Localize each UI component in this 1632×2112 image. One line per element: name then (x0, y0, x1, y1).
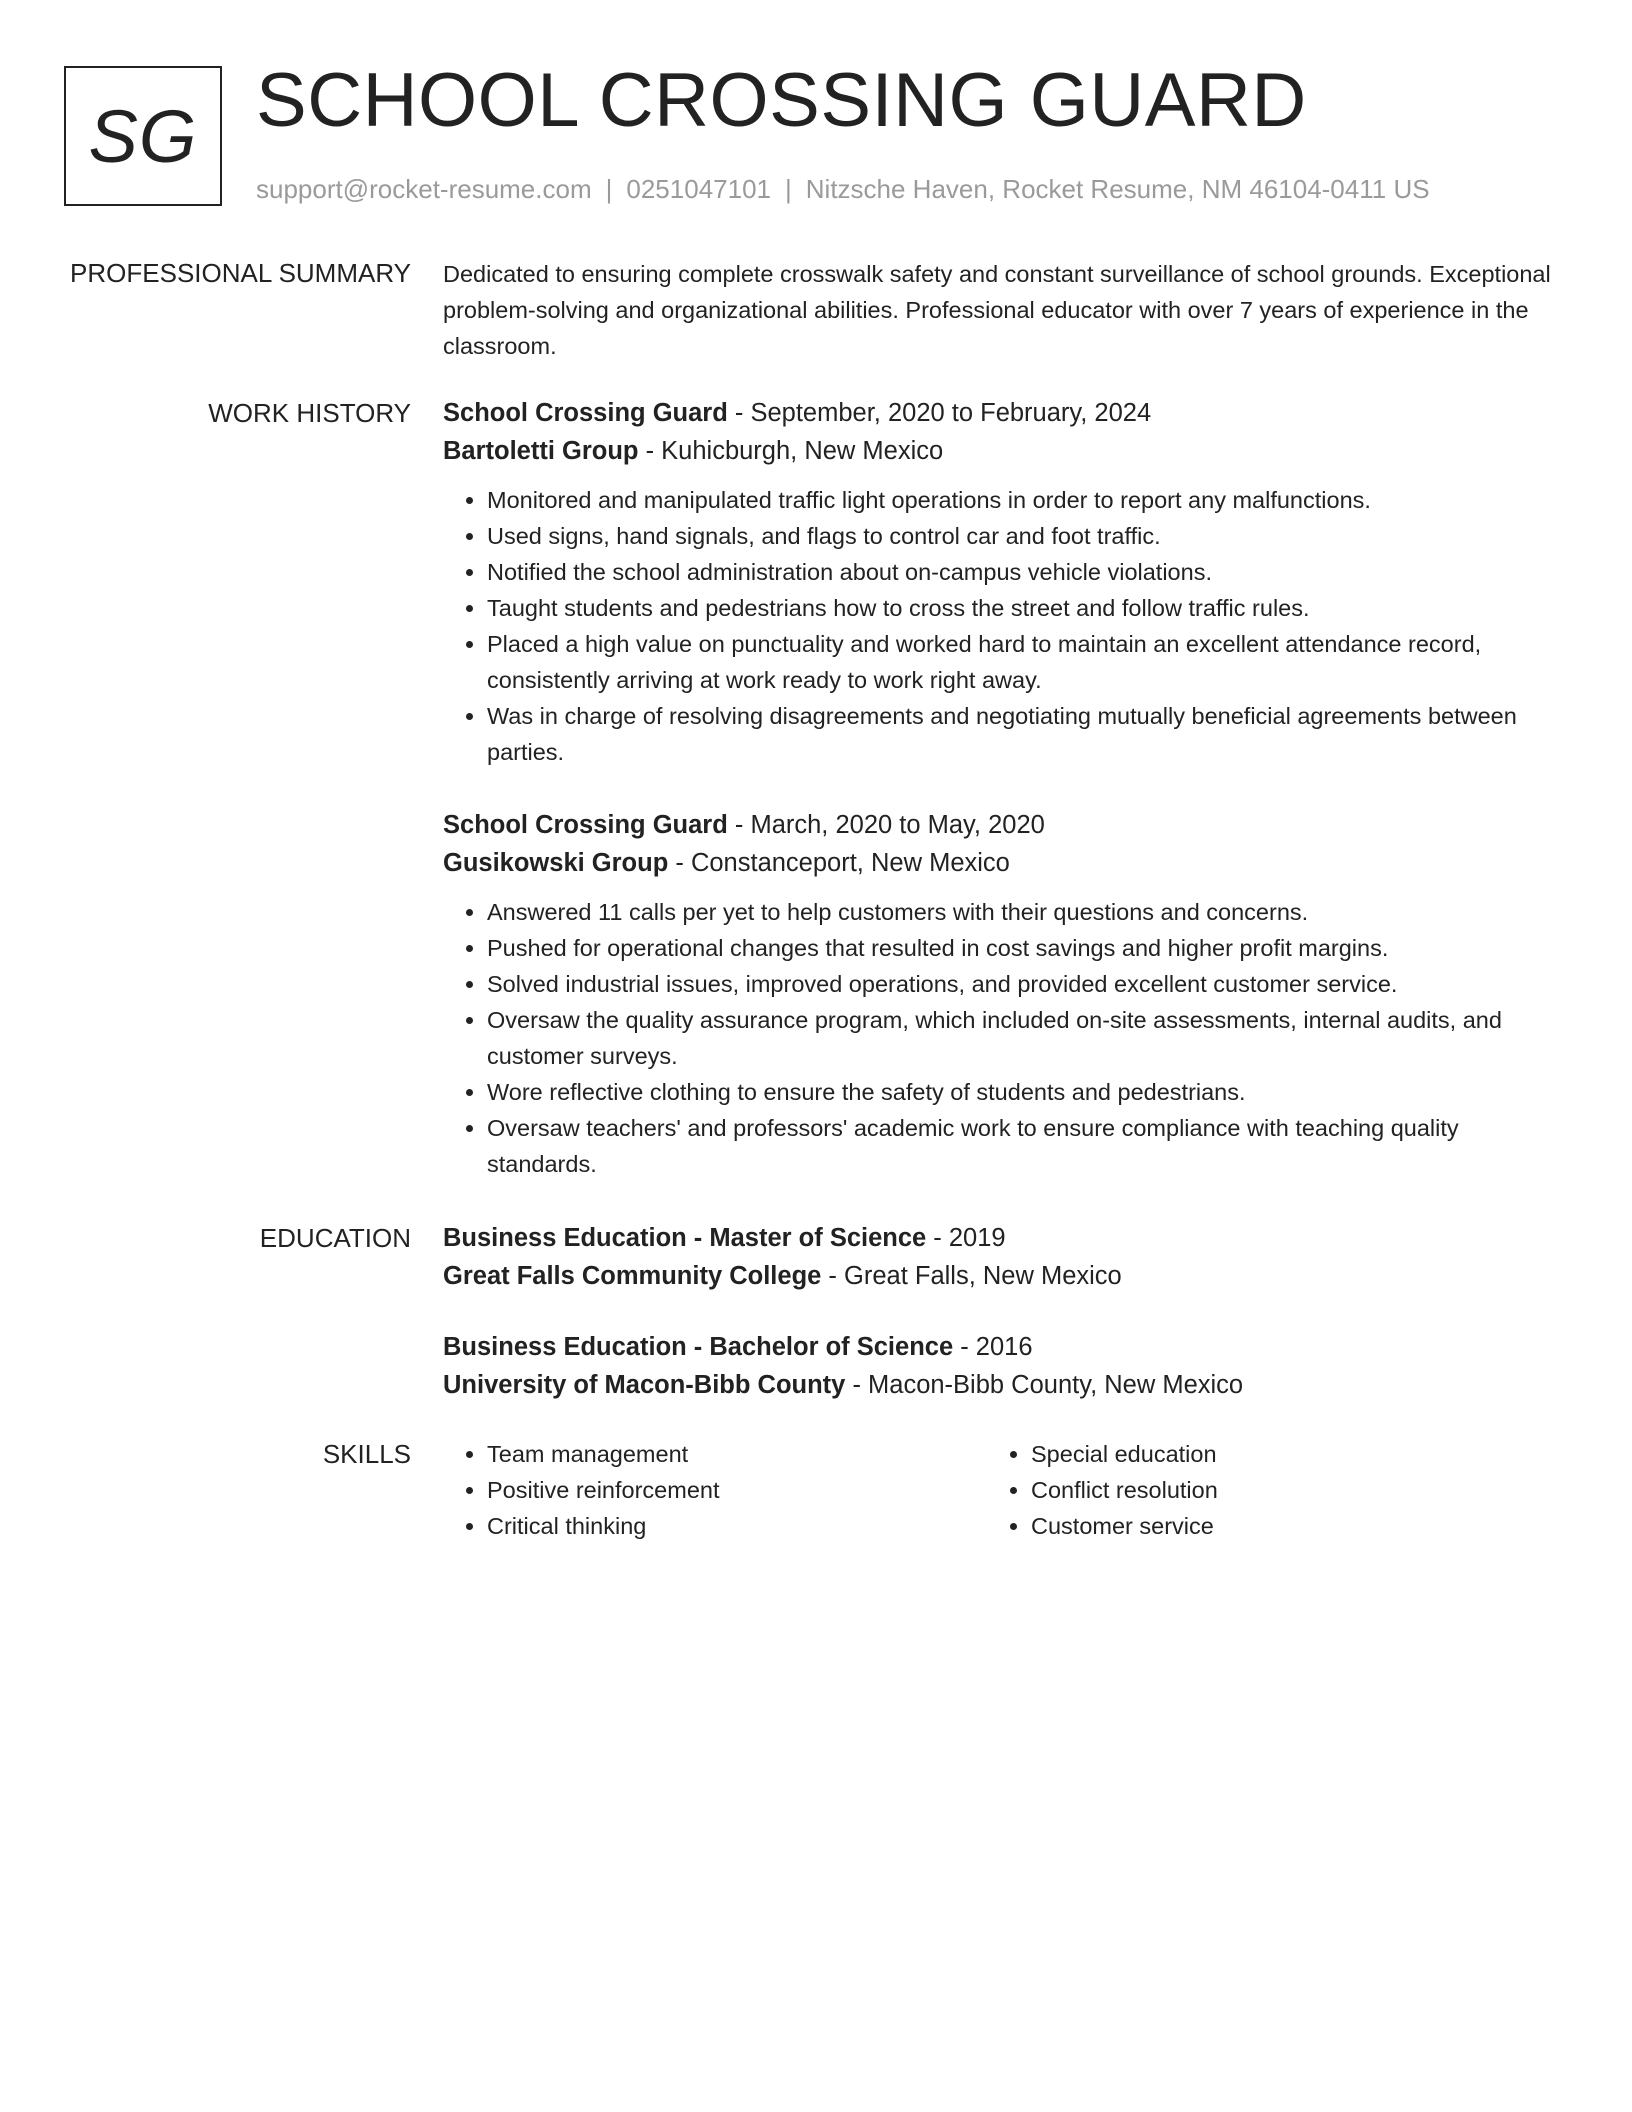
summary-block (443, 256, 1563, 364)
job-title: School Crossing Guard (443, 811, 728, 839)
job-bullets (443, 482, 1563, 770)
job-bullet: • Solved industrial issues, improved operations, and provided excellent customer service. (487, 966, 1563, 1002)
skills-block (443, 1436, 1563, 1556)
job-bullet: • Oversaw the quality assurance program, which included on-site assessments, internal audits, and customer surveys. (487, 1002, 1563, 1074)
job-bullet: • Notified the school administration about on-campus vehicle violations. (487, 554, 1563, 590)
job-bullet: • Was in charge of resolving disagreements and negotiating mutually beneficial agreements between parties. (487, 698, 1563, 770)
degree-line (443, 1219, 1563, 1257)
job-dates: - September, 2020 to February, 2024 (727, 399, 1152, 427)
contact-address: Nitzsche Haven, Rocket Resume, NM 46104-0411 US (805, 174, 1430, 204)
job-bullet: • Used signs, hand signals, and flags to control car and foot traffic. (487, 518, 1563, 554)
job-title-line (443, 394, 1563, 432)
school-line (443, 1366, 1563, 1404)
company-line (443, 844, 1563, 882)
skill-item: • Conflict resolution (1031, 1472, 1218, 1508)
education-entry (443, 1328, 1563, 1404)
skill-item: • Customer service (1031, 1508, 1218, 1544)
school-location: - Great Falls, New Mexico (821, 1262, 1122, 1290)
skill-item: • Team management (487, 1436, 720, 1472)
job-bullet: • Answered 11 calls per yet to help customers with their questions and concerns. (487, 894, 1563, 930)
degree-name: Business Education - Bachelor of Science (443, 1333, 954, 1361)
skill-item: • Critical thinking (487, 1508, 720, 1544)
skills-list-right (987, 1436, 1218, 1544)
monogram-initials: SG (88, 94, 198, 178)
job-bullets (443, 894, 1563, 1182)
resume-name-title: SCHOOL CROSSING GUARD (256, 58, 1307, 143)
job-bullet: • Taught students and pedestrians how to cross the street and follow traffic rules. (487, 590, 1563, 626)
job-bullet: • Pushed for operational changes that resulted in cost savings and higher profit margins. (487, 930, 1563, 966)
job-bullet: • Placed a high value on punctuality and worked hard to maintain an excellent attendance record, consistently arriving at work ready to work right away. (487, 626, 1563, 698)
school-name: Great Falls Community College (443, 1262, 822, 1290)
skills-list-left (443, 1436, 720, 1544)
contact-separator: | (785, 174, 792, 204)
job-bullet: • Wore reflective clothing to ensure the safety of students and pedestrians. (487, 1074, 1563, 1110)
contact-line (256, 172, 1430, 206)
company-name: Bartoletti Group (443, 437, 639, 465)
school-location: - Macon-Bibb County, New Mexico (845, 1371, 1244, 1399)
section-label-summary: PROFESSIONAL SUMMARY (70, 258, 411, 288)
contact-email[interactable]: support@rocket-resume.com (256, 174, 592, 204)
company-name: Gusikowski Group (443, 849, 669, 877)
degree-year: - 2016 (953, 1333, 1033, 1361)
contact-separator: | (605, 174, 613, 204)
job-title-line (443, 806, 1563, 844)
monogram-badge (64, 66, 222, 206)
job-entry (443, 806, 1563, 1182)
company-line (443, 432, 1563, 470)
section-label-skills: SKILLS (322, 1439, 411, 1469)
skill-item: • Special education (1031, 1436, 1218, 1472)
job-bullet: • Oversaw teachers' and professors' academic work to ensure compliance with teaching quality standards. (487, 1110, 1563, 1182)
school-line (443, 1257, 1563, 1295)
education-entry (443, 1219, 1563, 1295)
skill-item: • Positive reinforcement (487, 1472, 720, 1508)
company-location: - Kuhicburgh, New Mexico (638, 437, 944, 465)
company-location: - Constanceport, New Mexico (668, 849, 1010, 877)
summary-text: Dedicated to ensuring complete crosswalk safety and constant surveillance of school grounds. Exceptional problem-solving and organizational abilities. Professional educator with over 7 years of experience in the classroom. (443, 261, 1551, 359)
degree-name: Business Education - Master of Science (443, 1224, 927, 1252)
contact-phone[interactable]: 0251047101 (626, 174, 771, 204)
job-dates: - March, 2020 to May, 2020 (727, 811, 1045, 839)
job-entry (443, 394, 1563, 770)
degree-line (443, 1328, 1563, 1366)
section-label-education: EDUCATION (259, 1223, 411, 1253)
degree-year: - 2019 (926, 1224, 1006, 1252)
school-name: University of Macon-Bibb County (443, 1371, 846, 1399)
section-label-work-history: WORK HISTORY (208, 398, 411, 428)
job-bullet: • Monitored and manipulated traffic light operations in order to report any malfunctions. (487, 482, 1563, 518)
job-title: School Crossing Guard (443, 399, 728, 427)
